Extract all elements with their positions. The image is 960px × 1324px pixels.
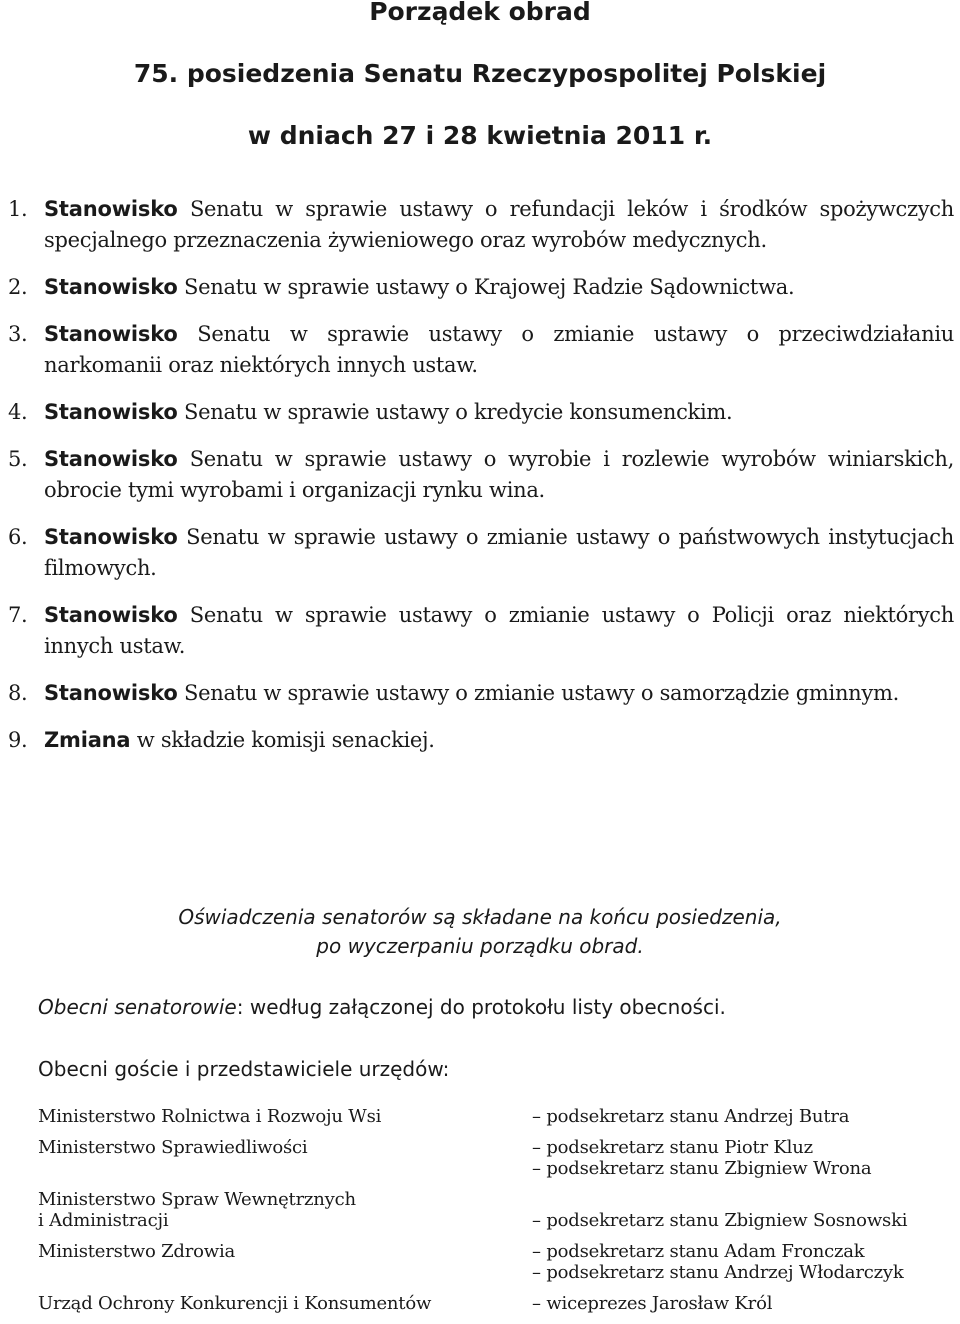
agenda-item <box>0 319 960 381</box>
guest-row <box>38 1189 958 1231</box>
agenda-item <box>0 678 960 709</box>
guest-institution <box>38 1106 532 1127</box>
representative: – podsekretarz stanu Zbigniew Sosnowski <box>532 1210 958 1231</box>
agenda-item-text: w składzie komisji senackiej. <box>130 728 435 752</box>
guest-row <box>38 1293 958 1314</box>
agenda-item-keyword: Stanowisko <box>44 197 178 221</box>
notice <box>0 903 960 961</box>
agenda-item-number: 6. <box>8 525 28 549</box>
notice-line: Oświadczenia senatorów są składane na końcu posiedzenia, <box>178 905 782 929</box>
agenda-item-number: 2. <box>8 275 28 299</box>
guest-row <box>38 1106 958 1127</box>
agenda-item-text: Senatu w sprawie ustawy o zmianie ustawy o samorządzie gminnym. <box>177 681 899 705</box>
present-label: Obecni senatorowie <box>38 995 237 1019</box>
institution-line: Urząd Ochrony Konkurencji i Konsumentów <box>38 1293 432 1314</box>
agenda-item-text: Senatu w sprawie ustawy o refundacji leków i środków spożywczych specjalnego przeznaczenia żywieniowego oraz wyrobów medycznych. <box>44 197 954 252</box>
agenda-item-text: Senatu w sprawie ustawy o kredycie konsumenckim. <box>177 400 733 424</box>
guest-representatives <box>532 1189 958 1231</box>
agenda-item-number: 5. <box>8 447 28 471</box>
guest-institution <box>38 1293 532 1314</box>
agenda-item <box>0 397 960 428</box>
agenda-item <box>0 522 960 584</box>
agenda-item-keyword: Stanowisko <box>44 275 178 299</box>
agenda-item-number: 4. <box>8 400 28 424</box>
agenda-item <box>0 444 960 506</box>
representative: – podsekretarz stanu Andrzej Włodarczyk <box>532 1262 958 1283</box>
session-dates: w dniach 27 i 28 kwietnia 2011 r. <box>247 121 713 150</box>
agenda-item-keyword: Zmiana <box>44 728 131 752</box>
agenda-item-text: Senatu w sprawie ustawy o zmianie ustawy o Policji oraz niektórych innych ustaw. <box>44 603 954 658</box>
agenda-item-keyword: Stanowisko <box>44 322 178 346</box>
guest-row <box>38 1241 958 1283</box>
guest-representatives <box>532 1137 958 1179</box>
session-title: 75. posiedzenia Senatu Rzeczypospolitej Polskiej <box>133 59 827 88</box>
guests-list <box>38 1106 958 1324</box>
agenda-item-text: Senatu w sprawie ustawy o zmianie ustawy o państwowych instytucjach filmowych. <box>44 525 954 580</box>
representative: – wiceprezes Jarosław Król <box>532 1293 958 1314</box>
agenda-item <box>0 600 960 662</box>
guest-institution <box>38 1189 532 1231</box>
guest-institution <box>38 1137 532 1179</box>
agenda-item-keyword: Stanowisko <box>44 525 178 549</box>
agenda-item-keyword: Stanowisko <box>44 603 178 627</box>
agenda-item-number: 7. <box>8 603 28 627</box>
agenda-list <box>0 194 960 772</box>
representative: – podsekretarz stanu Piotr Kluz <box>532 1137 958 1158</box>
institution-line: Ministerstwo Zdrowia <box>38 1241 236 1262</box>
agenda-item <box>0 272 960 303</box>
agenda-item-keyword: Stanowisko <box>44 447 178 471</box>
institution-line: Ministerstwo Rolnictwa i Rozwoju Wsi <box>38 1106 382 1127</box>
representative: – podsekretarz stanu Andrzej Butra <box>532 1106 958 1127</box>
guest-representatives <box>532 1241 958 1283</box>
agenda-item-text: Senatu w sprawie ustawy o Krajowej Radzie Sądownictwa. <box>177 275 795 299</box>
agenda-item-number: 9. <box>8 728 28 752</box>
agenda-item-text: Senatu w sprawie ustawy o wyrobie i rozlewie wyrobów winiarskich, obrocie tymi wyrobami i organizacji rynku wina. <box>44 447 954 502</box>
present-text: : według załączonej do protokołu listy obecności. <box>236 995 726 1019</box>
present-senators <box>38 993 726 1022</box>
agenda-item-keyword: Stanowisko <box>44 400 178 424</box>
agenda-item-number: 1. <box>8 197 28 221</box>
representative: – podsekretarz stanu Adam Fronczak <box>532 1241 958 1262</box>
document-title: Porządek obrad <box>369 0 591 26</box>
guest-row <box>38 1137 958 1179</box>
guest-representatives <box>532 1293 958 1314</box>
institution-line: Ministerstwo Sprawiedliwości <box>38 1137 308 1158</box>
representative: – podsekretarz stanu Zbigniew Wrona <box>532 1158 958 1179</box>
guest-representatives <box>532 1106 958 1127</box>
agenda-item-text: Senatu w sprawie ustawy o zmianie ustawy o przeciwdziałaniu narkomanii oraz niektórych innych ustaw. <box>44 322 954 377</box>
agenda-item-number: 3. <box>8 322 28 346</box>
agenda-item-number: 8. <box>8 681 28 705</box>
agenda-item-keyword: Stanowisko <box>44 681 178 705</box>
notice-line: po wyczerpaniu porządku obrad. <box>316 934 644 958</box>
agenda-item <box>0 194 960 256</box>
institution-line: i Administracji <box>38 1210 169 1231</box>
agenda-item <box>0 725 960 756</box>
guests-heading: Obecni goście i przedstawiciele urzędów: <box>38 1057 450 1081</box>
guest-institution <box>38 1241 532 1283</box>
institution-line: Ministerstwo Spraw Wewnętrznych <box>38 1189 356 1210</box>
